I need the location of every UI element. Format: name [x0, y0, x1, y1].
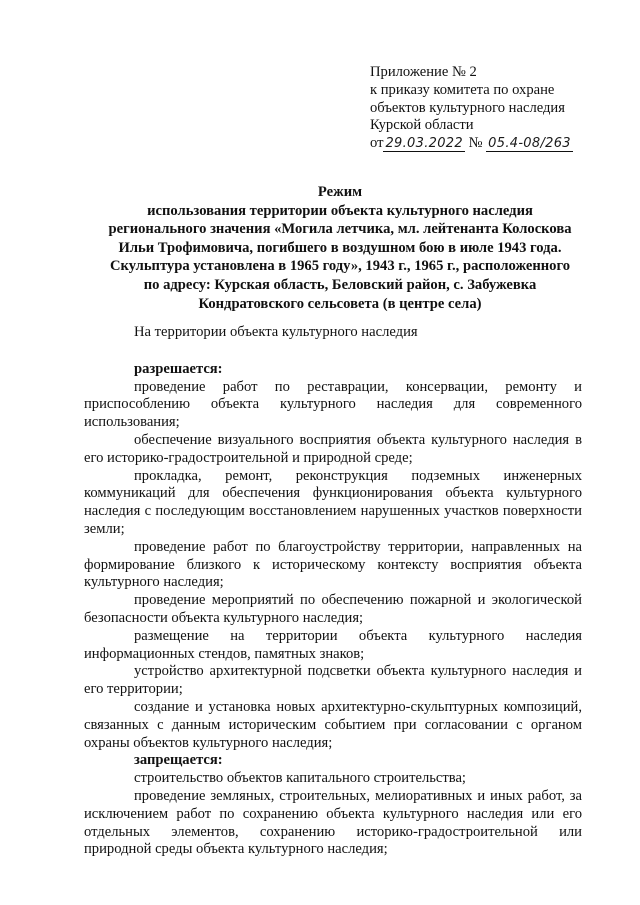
document-body [84, 324, 582, 859]
allowed-heading: разрешается: [134, 360, 223, 377]
title-line: Кондратовского сельсовета (в центре села) [198, 295, 482, 312]
allowed-item: проведение мероприятий по обеспечению пожарной и экологической безопасности объекта культурного наследия; [84, 592, 582, 626]
handwritten-number: 05.4-08/263 [488, 136, 571, 152]
from-label: от [370, 135, 384, 152]
appendix-header [370, 64, 632, 153]
appendix-order-ref: к приказу комитета по охране [370, 81, 555, 98]
allowed-item: прокладка, ремонт, реконструкция подземных инженерных коммуникаций для обеспечения функционирования объекта культурного наследия с последующим восстановлением нарушенных участков поверхности земли; [84, 467, 582, 537]
title-line: использования территории объекта культурного наследия [147, 202, 533, 219]
appendix-date-line [370, 135, 632, 153]
forbidden-heading: запрещается: [134, 752, 223, 769]
allowed-item: обеспечение визуального восприятия объекта культурного наследия в его историко-градостроительной и природной среде; [84, 431, 582, 466]
appendix-number: Приложение № 2 [370, 64, 477, 80]
allowed-item: размещение на территории объекта культурного наследия информационных стендов, памятных знаков; [84, 627, 582, 662]
appendix-committee: объектов культурного наследия [370, 99, 565, 116]
title-line: Режим [317, 184, 363, 200]
title-line: Скульптура установлена в 1965 году», 1943 г., 1965 г., расположенного [109, 258, 571, 275]
appendix-region: Курской области [370, 117, 474, 134]
number-label: № [468, 135, 483, 152]
forbidden-item: строительство объектов капитального строительства; [134, 770, 466, 787]
forbidden-item: проведение земляных, строительных, мелиоративных и иных работ, за исключением работ по сохранению объекта культурного наследия или его отдельных элементов, сохранению историко-градостроительной или природной среды объекта культурного наследия; [84, 787, 582, 858]
title-line: по адресу: Курская область, Беловский район, с. Забужевка [143, 276, 537, 293]
handwritten-date: 29.03.2022 [385, 136, 463, 152]
intro-text: На территории объекта культурного наследия [134, 324, 418, 340]
allowed-item: создание и установка новых архитектурно-скульптурных композиций, связанных с данным историческим событием при согласовании с органом охраны объектов культурного наследия; [84, 698, 582, 751]
document-title [84, 183, 596, 313]
allowed-item: проведение работ по благоустройству территории, направленных на формирование близкого к историческому контексту восприятия объекта культурного наследия; [84, 538, 582, 591]
title-line: Ильи Трофимовича, погибшего в воздушном бою в июле 1943 года. [118, 239, 562, 256]
allowed-item: устройство архитектурной подсветки объекта культурного наследия и его территории; [84, 663, 582, 698]
title-line: регионального значения «Могила летчика, мл. лейтенанта Колоскова [108, 221, 572, 238]
allowed-item: проведение работ по реставрации, консервации, ремонту и приспособлению объекта культурного наследия для современного использования; [84, 378, 582, 431]
